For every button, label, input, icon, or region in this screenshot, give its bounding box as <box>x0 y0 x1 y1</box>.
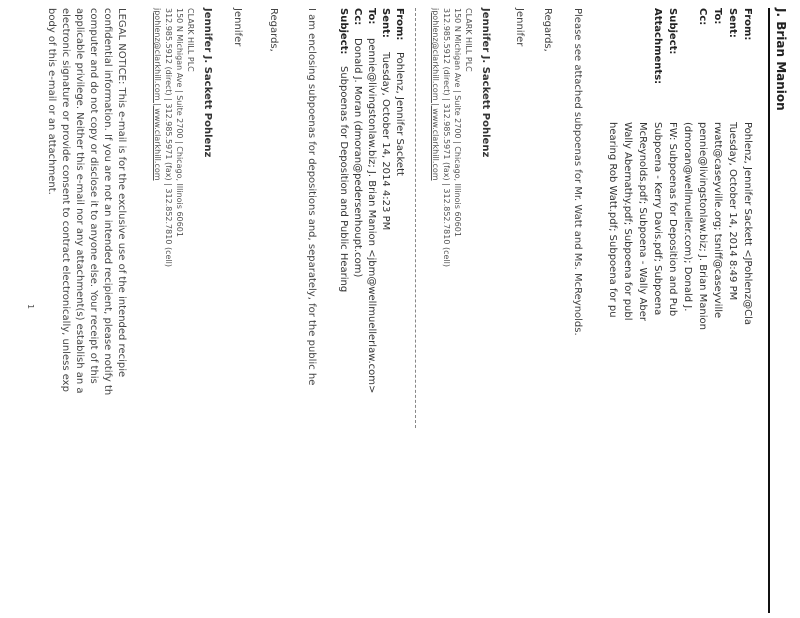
fwd-signature-links[interactable]: jpohlenz@clarkhill.com | www.clarkhill.com <box>153 8 162 181</box>
cc-value: pennie@livingstonlaw.biz; J. Brian Manion <box>697 122 708 330</box>
signature-phone: 312.985.5912 (direct) | 312.985.5971 (fax) | 312.852.7810 (cell) <box>442 8 451 267</box>
fwd-signature-firm: CLARK HILL PLC <box>186 8 195 72</box>
sent-value: Tuesday, October 14, 2014 8:49 PM <box>727 122 738 301</box>
legal-notice-line: applicable privilege. Neither this e-mail nor any attachment(s) establish an a <box>74 8 85 394</box>
cc-continuation: (dmoran@wellmueller.com); Donald J. <box>682 122 693 312</box>
from-label: From: <box>742 8 753 41</box>
fwd-signature-name: Jennifer J. Sackett Pohlenz <box>202 8 213 158</box>
sent-label: Sent: <box>727 8 738 38</box>
legal-notice-line: body of this e-mail or an attachment. <box>46 8 57 195</box>
attachment-line: Wally Abernathy.pdf; Subpoena for publ <box>622 122 633 321</box>
forward-separator <box>415 8 416 428</box>
body-line: Regards, <box>542 8 553 52</box>
fwd-subject-label: Subject: <box>338 8 349 55</box>
fwd-from-value: Pohlenz, Jennifer Sackett <box>394 52 405 176</box>
to-value: rwatt@caseyville.org; tsniff@caseyville <box>712 122 723 319</box>
body-line: Jennifer <box>514 8 525 47</box>
subject-value: FW: Subpoenas for Deposition and Pub <box>667 122 678 317</box>
page-number: 1 <box>26 304 35 310</box>
legal-notice-line: computer and do not copy or disclose it to anyone else. Your receipt of this <box>88 8 99 384</box>
attachment-line: Subpoena - Kerry Davis.pdf; Subpoena <box>652 122 663 316</box>
to-label: To: <box>712 8 723 25</box>
fwd-body-line: I am enclosing subpoenas for depositions and, separately, for the public he <box>306 8 317 386</box>
legal-notice-line: electronic signature or provide consent to contract electronically, unless exp <box>60 8 71 392</box>
header-rule <box>768 8 770 613</box>
from-value: Pohlenz, Jennifer Sackett <JPohlenz@Cla <box>742 122 753 325</box>
fwd-from-label: From: <box>394 8 405 41</box>
signature-name: Jennifer J. Sackett Pohlenz <box>480 8 491 158</box>
legal-notice-line: LEGAL NOTICE: This e-mail is for the exclusive use of the intended recipie <box>116 8 127 378</box>
attachments-label: Attachments: <box>652 8 663 85</box>
account-name: J. Brian Manion <box>774 8 788 111</box>
fwd-cc-value: Donald J. Moran (dmoran@pedersenhoupt.com) <box>352 38 363 278</box>
signature-firm: CLARK HILL PLC <box>464 8 473 72</box>
fwd-body-line: Regards, <box>268 8 279 52</box>
fwd-subject-value: Subpoenas for Deposition and Public Hearing <box>338 66 349 293</box>
fwd-signature-phone: 312.985.5912 (direct) | 312.985.5971 (fax) | 312.852.7810 (cell) <box>164 8 173 267</box>
body-line: Please see attached subpoenas for Mr. Watt and Ms. McReynolds. <box>572 8 583 336</box>
attachment-line: McReynolds.pdf; Subpoena - Wally Aber <box>637 122 648 321</box>
fwd-to-label: To: <box>366 8 377 25</box>
fwd-cc-label: Cc: <box>352 8 363 26</box>
fwd-sent-label: Sent: <box>380 8 391 38</box>
fwd-sent-value: Tuesday, October 14, 2014 4:23 PM <box>380 52 391 231</box>
subject-label: Subject: <box>667 8 678 55</box>
legal-notice-line: confidential information. If you are not an intended recipient, please notify th <box>102 8 113 396</box>
cc-label: Cc: <box>697 8 708 26</box>
fwd-body-line: Jennifer <box>232 8 243 47</box>
fwd-signature-address: 150 N Michigan Ave | Suite 2700 | Chicago, Illinois 60601 <box>175 8 184 237</box>
signature-links[interactable]: jpohlenz@clarkhill.com | www.clarkhill.com <box>431 8 440 181</box>
attachment-line: hearing Rob Watt.pdf; Subpoena for pu <box>607 122 618 318</box>
signature-address: 150 N Michigan Ave | Suite 2700 | Chicago, Illinois 60601 <box>453 8 462 237</box>
fwd-to-value: pennie@livingstonlaw.biz; J. Brian Manion <jbm@wellmuellerlaw.com> <box>366 38 377 394</box>
